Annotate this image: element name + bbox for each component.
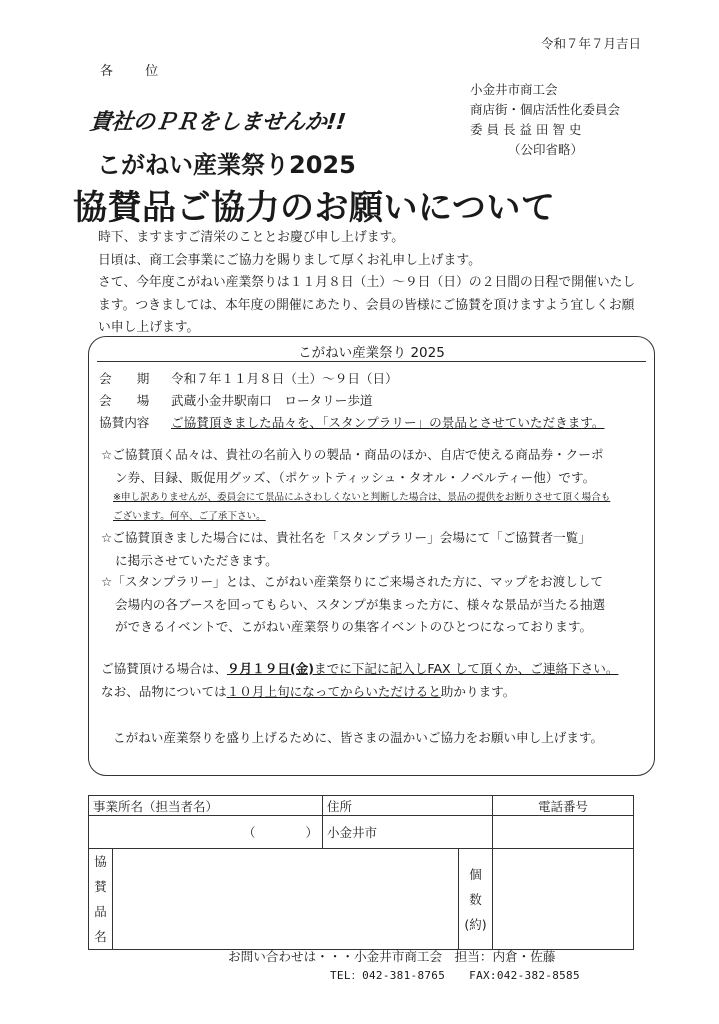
deadline-pre: ご協賛頂ける場合は、	[101, 661, 227, 676]
contact-line: お問い合わせは・・・小金井市商工会 担当：内倉・佐藤	[228, 949, 556, 964]
label-char: 名	[94, 929, 107, 944]
goods-name-label	[89, 849, 113, 950]
main-title: 協賛品ご協力のお願いについて	[73, 188, 556, 228]
closing-line: こがねい産業祭りを盛り上げるために、皆さまの温かいご協力をお願い申し上げます。	[113, 730, 604, 745]
sender-block	[470, 80, 620, 160]
bullet-line: ☆「スタンプラリー」とは、こがねい産業祭りにご来場された方に、マップをお渡しして	[101, 574, 603, 589]
goods-timing: １０月上旬になってからいただけると	[226, 684, 441, 699]
tel-number: TEL：042-381-8765	[330, 969, 446, 982]
address-field[interactable]	[323, 816, 493, 849]
bullet-line: ☆ご協賛頂く品々は、貴社の名前入りの製品・商品のほか、自店で使える商品券・クーポ	[101, 447, 604, 462]
seal-note: （公印省略）	[508, 142, 584, 157]
bullet-line: ☆ご協賛頂きました場合には、貴社名を「スタンプラリー」会場にて「ご協賛者一覧」	[101, 530, 591, 545]
pr-headline: 貴社のＰＲをしませんか!!	[88, 110, 347, 135]
content-label: 協賛内容	[99, 415, 150, 430]
label-char: 賛	[94, 879, 107, 894]
phone-header: 電話番号	[493, 796, 634, 816]
intro-line: 時下、ますますご清栄のこととお慶び申し上げます。	[98, 230, 405, 245]
recipient: 各 位	[100, 64, 173, 79]
event-info-box	[88, 336, 655, 776]
content-value: ご協賛頂きました品々を、「スタンプラリー」の景品とさせていただきます。	[171, 415, 605, 430]
intro-line: さて、今年度こがねい産業祭りは１１月８日（土）～９日（日）の２日間の日程で開催いたします。つきましては、本年度の開催にあたり、会員の皆様にご協賛を頂けますよう宜しくお願い申し上げます。	[98, 275, 636, 335]
company-name-field[interactable]	[89, 816, 323, 849]
event-title: こがねい産業祭り2025	[97, 151, 356, 179]
period-label: 会 期	[99, 371, 150, 386]
venue-value: 武蔵小金井駅南口 ロータリー歩道	[171, 393, 373, 408]
note-line: ございます。何卒、ご了承下さい。	[113, 511, 266, 522]
label-char: 個	[469, 866, 482, 882]
address-header: 住所	[323, 796, 493, 816]
goods-timing-line	[101, 681, 515, 700]
goods-name-field[interactable]	[113, 849, 459, 950]
contact-person-paren: （ ）	[243, 825, 319, 840]
city-prefix: 小金井市	[327, 825, 378, 840]
application-form	[88, 795, 634, 950]
note-line: ※申し訳ありませんが、委員会にて景品にふさわしくないと判断した場合は、景品の提供をお断りさせて頂く場合も	[113, 492, 611, 503]
label-char: 協	[94, 854, 107, 869]
bullet-line: ができるイベントで、こがねい産業祭りの集客イベントのひとつになっております。	[115, 619, 593, 634]
bullet-line: ン券、目録、販促用グッズ、（ポケットティッシュ・タオル・ノベルティー他）です。	[115, 469, 596, 485]
period-value: 令和７年１１月８日（土）～９日（日）	[171, 371, 398, 386]
quantity-field[interactable]	[493, 849, 634, 950]
bullet-line: に掲示させていただきます。	[115, 552, 278, 568]
bullet-line: 会場内の各ブースを回ってもらい、スタンプが集まった方に、様々な景品が当たる抽選	[115, 596, 606, 612]
quantity-label	[459, 849, 493, 950]
bullet-goods	[101, 444, 641, 489]
deadline-post: までに下記に記入しFAX して頂くか、ご連絡下さい。	[314, 661, 619, 676]
tel-fax-line	[330, 967, 580, 983]
deadline-date: ９月１９日(金)	[226, 661, 315, 676]
deadline-line	[101, 658, 618, 677]
intro-text	[98, 227, 638, 340]
disclaimer-note	[113, 488, 638, 526]
intro-line: 日頃は、商工会事業にご協力を賜りまして厚くお礼申し上げます。	[98, 252, 481, 268]
venue-label: 会 場	[99, 393, 150, 408]
sender-chair: 委 員 長 益 田 智 史	[470, 122, 582, 137]
label-char: (約)	[464, 916, 487, 932]
goods-pre: なお、品物については	[101, 684, 227, 699]
label-char: 数	[469, 891, 482, 907]
divider	[97, 361, 646, 362]
label-char: 品	[94, 904, 107, 919]
bullet-listing	[101, 527, 641, 572]
phone-field[interactable]	[493, 816, 634, 849]
bullet-stamp-rally	[101, 571, 641, 639]
sender-org: 小金井市商工会	[470, 82, 558, 97]
box-title: こがねい産業祭り 2025	[298, 345, 445, 361]
sender-committee: 商店街・個店活性化委員会	[470, 102, 621, 117]
issue-date: 令和７年７月吉日	[540, 36, 641, 51]
goods-post: 助かります。	[440, 684, 516, 699]
fax-number: FAX:042-382-8585	[469, 969, 580, 982]
company-header: 事業所名（担当者名）	[89, 796, 323, 816]
